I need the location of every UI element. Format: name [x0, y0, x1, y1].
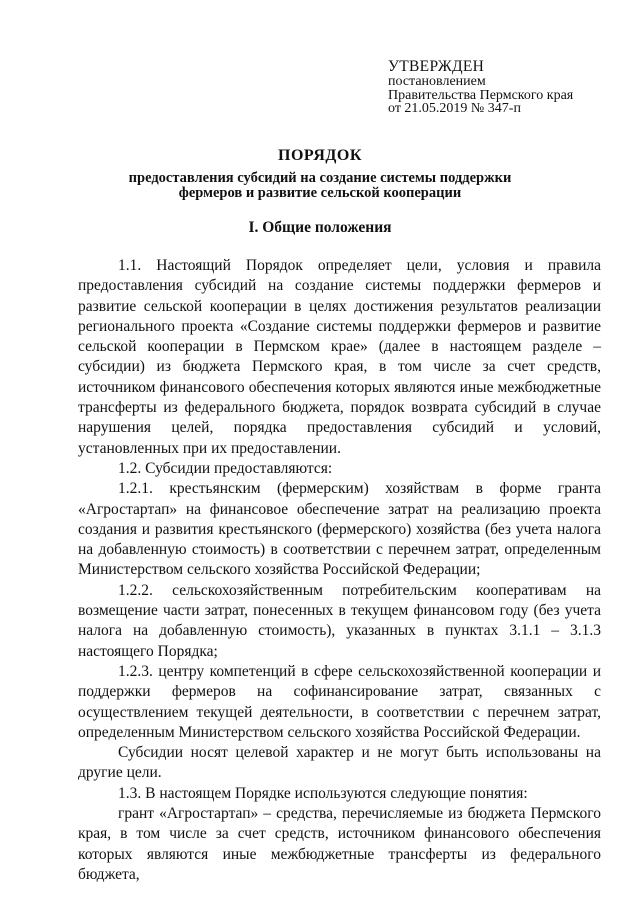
- paragraph-definition-grant: грант «Агростартап» – средства, перечисляемые из бюджета Пермского края, в том числе за счет средств, источником финансового обеспечения которых являются иные межбюджетные трансферты из федерального бюджета,: [78, 805, 601, 883]
- document-body: [78, 256, 601, 885]
- paragraph-1-2-2: 1.2.2. сельскохозяйственным потребительским кооперативам на возмещение части затрат, понесенных в текущем финансовом году (без учета налога на добавленную стоимость), указанных в пунктах 3.1.1 – 3.1.3 настоящего Порядка;: [78, 581, 601, 660]
- approval-line-3: от 21.05.2019 № 347-п: [388, 101, 521, 116]
- approval-stamp: [388, 58, 618, 116]
- paragraph-1-3: 1.3. В настоящем Порядке используются следующие понятия:: [118, 784, 528, 802]
- subtitle-line-1: предоставления субсидий на создание системы поддержки: [128, 170, 512, 186]
- document-title: ПОРЯДОК: [278, 147, 362, 164]
- paragraph-1-1: 1.1. Настоящий Порядок определяет цели, условия и правила предоставления субсидий на создание системы поддержки фермеров и развитие сельской кооперации в целях достижения результатов реализации регионального проекта «Создание системы поддержки фермеров и развитие сельской кооперации в Пермском крае» (далее в настоящем разделе – субсидии) из бюджета Пермского края, в том числе за счет средств, источником финансового обеспечения которых являются иные межбюджетные трансферты из федерального бюджета, порядок возврата субсидий в случае нарушения целей, порядка предоставления субсидий и условий, установленных при их предоставлении.: [78, 257, 601, 457]
- paragraph-purpose: Субсидии носят целевой характер и не могут быть использованы на другие цели.: [78, 744, 601, 782]
- approval-line-2: Правительства Пермского края: [388, 87, 574, 103]
- section-heading: I. Общие положения: [248, 219, 392, 236]
- document-subtitle: [0, 171, 640, 201]
- subtitle-line-2: фермеров и развитие сельской кооперации: [178, 185, 462, 201]
- paragraph-1-2-1: 1.2.1. крестьянским (фермерским) хозяйствам в форме гранта «Агростартап» на финансовое обеспечение затрат на реализацию проекта создания и развития крестьянского (фермерского) хозяйства (без учета налога на добавленную стоимость) в соответствии с перечнем затрат, определенным Министерством сельского хозяйства Российской Федерации;: [78, 480, 601, 579]
- approval-line-1: постановлением: [388, 74, 486, 89]
- paragraph-1-2-3: 1.2.3. центру компетенций в сфере сельскохозяйственной кооперации и поддержки фермеров на софинансирование затрат, связанных с осуществлением текущей деятельности, в соответствии с перечнем затрат, определенным Министерством сельского хозяйства Российской Федерации.: [78, 662, 601, 741]
- approval-title: УТВЕРЖДЕН: [388, 58, 485, 75]
- paragraph-1-2: 1.2. Субсидии предоставляются:: [118, 459, 333, 477]
